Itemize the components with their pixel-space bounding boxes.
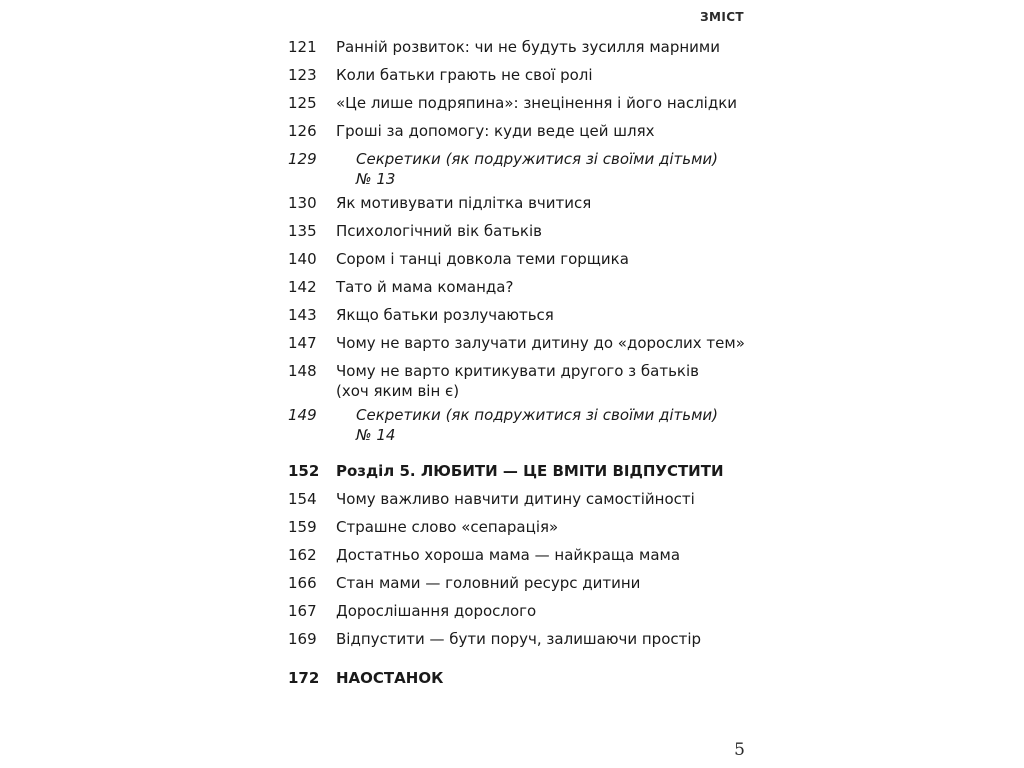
toc-entry-title: Стан мами — головний ресурс дитини — [336, 574, 641, 592]
toc-entry — [288, 93, 748, 121]
toc-entry — [288, 573, 748, 601]
toc-entry — [288, 221, 748, 249]
page-number: 5 — [734, 740, 745, 760]
toc-chapter-title: Розділ 5. ЛЮБИТИ — ЦЕ ВМІТИ ВІДПУСТИТИ — [336, 462, 724, 480]
toc-entry-title: «Це лише подряпина»: знецінення і його наслідки — [336, 94, 738, 112]
toc-entry-title: Секретики (як подружитися зі своїми дітьми) № 14 — [356, 406, 719, 444]
toc-page-number: 125 — [288, 94, 317, 112]
toc-entry — [288, 277, 748, 305]
toc-entry-title: Ранній розвиток: чи не будуть зусилля марними — [336, 38, 720, 56]
toc-entry-title: Страшне слово «сепарація» — [336, 518, 559, 536]
toc-final-heading — [288, 668, 748, 696]
toc-entry — [288, 601, 748, 629]
toc-page-number: 140 — [288, 250, 317, 268]
toc-entry-title: Чому важливо навчити дитину самостійності — [336, 490, 695, 508]
toc-secret-entry — [288, 149, 748, 193]
toc-entry — [288, 629, 748, 657]
toc-entry — [288, 121, 748, 149]
toc-entry-title: Відпустити — бути поруч, залишаючи простір — [336, 630, 702, 648]
table-of-contents — [288, 37, 748, 696]
toc-page-number: 148 — [288, 362, 317, 380]
toc-entry-title: Тато й мама команда? — [336, 278, 514, 296]
toc-entry-title: Як мотивувати підлітка вчитися — [336, 194, 592, 212]
toc-entry-title: Чому не варто залучати дитину до «дорослих тем» — [336, 334, 745, 352]
toc-entry — [288, 305, 748, 333]
toc-entry — [288, 333, 748, 361]
toc-entry-title: Чому не варто критикувати другого з батьків (хоч яким він є) — [336, 362, 699, 400]
toc-page-number: 121 — [288, 38, 317, 56]
toc-entry — [288, 517, 748, 545]
toc-entry-title: Секретики (як подружитися зі своїми дітьми) № 13 — [356, 150, 719, 188]
toc-page-number: 130 — [288, 194, 317, 212]
toc-chapter-heading — [288, 461, 748, 489]
toc-entry-title: Гроші за допомогу: куди веде цей шлях — [336, 122, 655, 140]
toc-secret-entry — [288, 405, 748, 449]
toc-page-number: 154 — [288, 490, 317, 508]
toc-page-number: 143 — [288, 306, 317, 324]
toc-entry-title: Достатньо хороша мама — найкраща мама — [336, 546, 681, 564]
toc-page-number: 152 — [288, 462, 320, 480]
toc-page-number: 169 — [288, 630, 317, 648]
toc-page-number: 162 — [288, 546, 317, 564]
toc-entry-title: Якщо батьки розлучаються — [336, 306, 554, 324]
running-head: ЗМІСТ — [700, 10, 744, 24]
toc-page-number: 129 — [288, 150, 317, 168]
toc-page-number: 147 — [288, 334, 317, 352]
toc-entry — [288, 65, 748, 93]
toc-entry-title: Психологічний вік батьків — [336, 222, 543, 240]
toc-page-number: 166 — [288, 574, 317, 592]
toc-entry — [288, 193, 748, 221]
toc-page-number: 149 — [288, 406, 317, 424]
toc-entry-title: Сором і танці довкола теми горщика — [336, 250, 629, 268]
toc-entry — [288, 545, 748, 573]
toc-entry-title: Коли батьки грають не свої ролі — [336, 66, 593, 84]
toc-page-number: 167 — [288, 602, 317, 620]
toc-entry — [288, 489, 748, 517]
toc-page-number: 135 — [288, 222, 317, 240]
toc-page-number: 123 — [288, 66, 317, 84]
toc-chapter-title: НАОСТАНОК — [336, 669, 444, 687]
toc-entry — [288, 361, 748, 405]
toc-page-number: 142 — [288, 278, 317, 296]
toc-page-number: 126 — [288, 122, 317, 140]
toc-page-number: 172 — [288, 669, 320, 687]
toc-entry — [288, 37, 748, 65]
toc-page-number: 159 — [288, 518, 317, 536]
toc-entry — [288, 249, 748, 277]
toc-entry-title: Дорослішання дорослого — [336, 602, 537, 620]
